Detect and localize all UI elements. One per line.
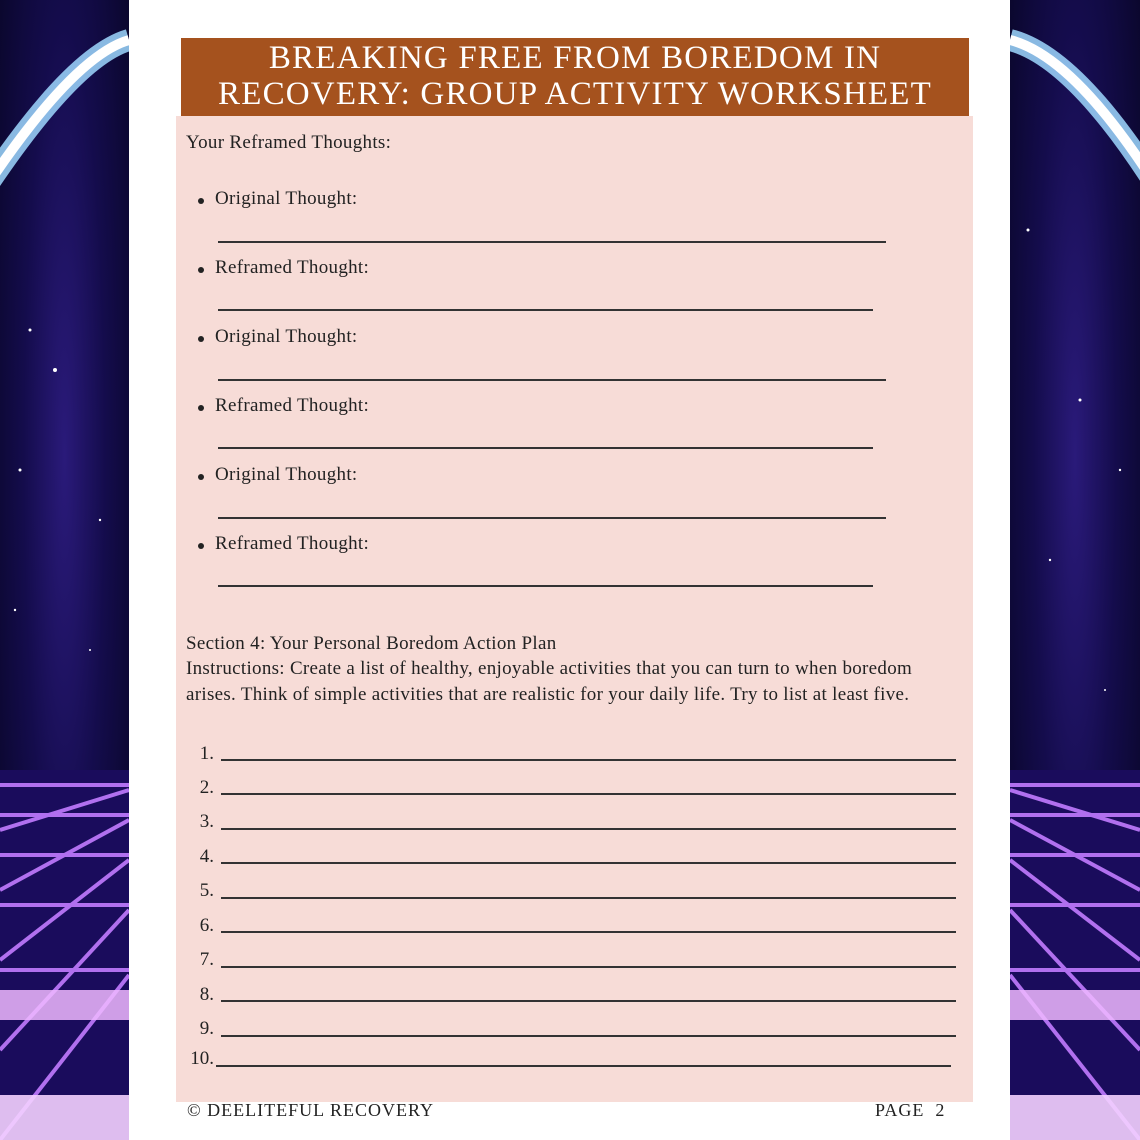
action-line[interactable] bbox=[221, 1035, 956, 1037]
action-line[interactable] bbox=[221, 793, 956, 795]
bullet-icon bbox=[198, 198, 204, 204]
answer-line[interactable] bbox=[218, 517, 886, 519]
worksheet-page bbox=[129, 0, 1010, 1140]
background-left bbox=[0, 0, 129, 1140]
thought-label: Original Thought: bbox=[215, 188, 358, 209]
list-number: 1. bbox=[199, 743, 214, 764]
list-number: 5. bbox=[199, 880, 214, 901]
title-line-2: RECOVERY: GROUP ACTIVITY WORKSHEET bbox=[218, 76, 932, 112]
footer-page-number: PAGE 2 bbox=[875, 1100, 946, 1120]
list-number: 2. bbox=[199, 777, 214, 798]
thought-label: Reframed Thought: bbox=[215, 395, 370, 416]
action-line[interactable] bbox=[221, 759, 956, 761]
bullet-icon bbox=[198, 474, 204, 480]
thought-label: Reframed Thought: bbox=[215, 257, 370, 278]
bullet-icon bbox=[198, 405, 204, 411]
bullet-icon bbox=[198, 543, 204, 549]
worksheet-title bbox=[181, 38, 969, 116]
background-right bbox=[1010, 0, 1140, 1140]
list-number: 7. bbox=[199, 949, 214, 970]
title-line-1: BREAKING FREE FROM BOREDOM IN bbox=[268, 40, 882, 76]
footer-copyright: © DEELITEFUL RECOVERY bbox=[187, 1100, 434, 1120]
action-line[interactable] bbox=[221, 931, 956, 933]
thought-label: Original Thought: bbox=[215, 326, 358, 347]
answer-line[interactable] bbox=[218, 447, 873, 449]
list-number: 3. bbox=[199, 811, 214, 832]
answer-line[interactable] bbox=[218, 379, 886, 381]
answer-line[interactable] bbox=[218, 309, 873, 311]
bullet-icon bbox=[198, 267, 204, 273]
thought-label: Reframed Thought: bbox=[215, 533, 370, 554]
section4-instructions: Instructions: Create a list of healthy, enjoyable activities that you can turn to when boredom arises. Think of simple activities that are realistic for your daily life. Try to list at least five. bbox=[186, 658, 913, 705]
answer-line[interactable] bbox=[218, 585, 873, 587]
action-line[interactable] bbox=[221, 966, 956, 968]
list-number: 8. bbox=[199, 984, 214, 1005]
list-number: 10. bbox=[190, 1048, 214, 1069]
thought-label: Original Thought: bbox=[215, 464, 358, 485]
list-number: 6. bbox=[199, 915, 214, 936]
list-number: 4. bbox=[199, 846, 214, 867]
reframed-heading: Your Reframed Thoughts: bbox=[186, 132, 392, 153]
list-number: 9. bbox=[199, 1018, 214, 1039]
action-line[interactable] bbox=[216, 1065, 951, 1067]
answer-line[interactable] bbox=[218, 241, 886, 243]
section4-heading: Section 4: Your Personal Boredom Action Plan bbox=[186, 633, 557, 654]
content-panel bbox=[176, 116, 973, 1102]
bullet-icon bbox=[198, 336, 204, 342]
action-line[interactable] bbox=[221, 897, 956, 899]
action-line[interactable] bbox=[221, 862, 956, 864]
action-line[interactable] bbox=[221, 828, 956, 830]
action-line[interactable] bbox=[221, 1000, 956, 1002]
